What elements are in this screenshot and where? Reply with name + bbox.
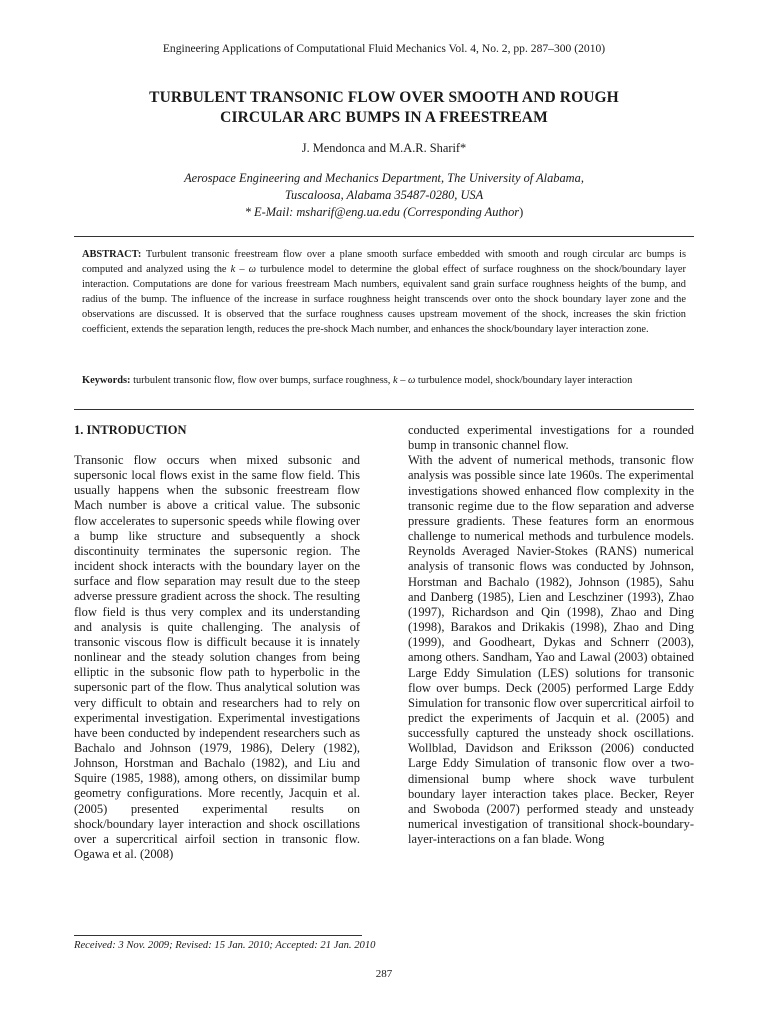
abstract-text-1: Turbulent transonic freestream flow over a plane smooth surface embedded with smooth and rough circular arc bumps is computed and analyzed using the: [82, 249, 686, 275]
keywords-math: k – ω: [392, 375, 416, 386]
authors: J. Mendonca and M.A.R. Sharif*: [301, 141, 467, 155]
email-role: Corresponding Author: [407, 205, 520, 219]
intro-paragraph-right-2: With the advent of numerical methods, transonic flow analysis was possible since late 1960s. The experimental investigations showed enhanced flow complexity in the transonic regime due to the flow separation and adverse pressure gradients. These features form an enormous challenge to numerical methods and turbulence models. Reynolds Averaged Navier-Stokes (RANS) numerical analysis of transonic flows was conducted by Johnson, Horstman and Bachalo (1982), Johnson (1985), Sahu and Danberg (1985), Lien and Leschziner (1993), Zhao (1997), Richardson and Qin (1998), Zhao and Ding (1998), Barakos and Drikakis (1998), Zhao and Ding (1999), and Goodheart, Dykas and Schnerr (2003), among others. Sandham, Yao and Lawal (2003) obtained Large Eddy Simulation (LES) solutions for transonic flow over bumps. Deck (2005) performed Large Eddy Simulation for transonic flow over supercritical airfoil to predict the experiments of Jacquin et al. (2005) and successfully captured the unsteady shock oscillations. Wollblad, Davidson and Eriksson (2006) conducted Large Eddy Simulation of transonic flow over a two-dimensional bump where shock wave turbulent boundary layer interaction takes place. Becker, Reyer and Swoboda (2007) performed steady and unsteady numerical investigation of transitional shock-boundary-layer-interactions on a fan blade. Wong: [408, 453, 694, 847]
email-line: [80, 204, 688, 221]
affiliation: [80, 170, 688, 221]
right-column: [408, 423, 694, 847]
journal-header: Engineering Applications of Computational Fluid Mechanics Vol. 4, No. 2, pp. 287–300 (2010): [162, 42, 606, 55]
page-number: 287: [375, 968, 393, 980]
affiliation-line-1: Aerospace Engineering and Mechanics Department, The University of Alabama,: [184, 171, 584, 185]
keywords-text-2: turbulence model, shock/boundary layer interaction: [415, 375, 633, 386]
received-dates: Received: 3 Nov. 2009; Revised: 15 Jan. 2010; Accepted: 21 Jan. 2010: [74, 940, 376, 951]
keywords-label: Keywords:: [82, 375, 131, 386]
keywords-text-1: turbulent transonic flow, flow over bumps, surface roughness,: [130, 375, 393, 386]
abstract-text-2: turbulence model to determine the global effect of surface roughness on the shock/boundary layer interaction. Computations are done for various freestream Mach numbers, equivalent sand grain surface roughness heights of the bump, and radius of the bump. The influence of the increase in surface roughness height transcends over onto the shock boundary layer zone and the observations are discussed. It is observed that the surface roughness causes upstream movement of the shock, increases the skin friction coefficient, extends the separation length, reduces the pre-shock Mach number, and enhances the shock/boundary layer interaction zone.: [82, 263, 686, 335]
paper-title: [60, 88, 708, 128]
email-prefix: * E-Mail: msharif@eng.ua.edu (: [244, 205, 408, 219]
left-column: [74, 423, 360, 862]
title-line-2: CIRCULAR ARC BUMPS IN A FREESTREAM: [220, 109, 548, 126]
keywords: [82, 374, 686, 389]
title-line-1: TURBULENT TRANSONIC FLOW OVER SMOOTH AND ROUGH: [149, 89, 619, 106]
email-suffix: ): [519, 205, 524, 219]
affiliation-line-2: Tuscaloosa, Alabama 35487-0280, USA: [284, 188, 484, 202]
abstract-bottom-rule: [74, 409, 694, 410]
abstract: [82, 248, 686, 337]
abstract-label: ABSTRACT:: [82, 249, 142, 260]
abstract-top-rule: [74, 236, 694, 237]
abstract-math: k – ω: [230, 263, 256, 275]
intro-paragraph-right-1: conducted experimental investigations for a rounded bump in transonic channel flow.: [408, 423, 694, 453]
intro-paragraph-left: Transonic flow occurs when mixed subsonic and supersonic local flows exist in the same flow field. This usually happens when the subsonic freestream flow Mach number is above a critical value. The subsonic flow accelerates to supersonic speeds while flowing over a bump like structure and subsequently a shock discontinuity terminates the supersonic region. The incident shock interacts with the boundary layer on the surface and flow separation may result due to the steep adverse pressure gradient across the shock. The resulting flow field is thus very complex and its understanding and analysis is quite challenging. The analysis of transonic viscous flow is difficult because it is innately nonlinear and the steady solution changes from being elliptic in the subsonic flow path to hyperbolic in the supersonic part of the flow. Thus analytical solution was very difficult to obtain and researchers had to rely on experimental investigation. Experimental investigations have been conducted by independent researchers such as Bachalo and Johnson (1979, 1986), Delery (1982), Johnson, Horstman and Bachalo (1982), and Liu and Squire (1985, 1988), among others, on dissimilar bump geometry configurations. More recently, Jacquin et al. (2005) presented experimental results on shock/boundary layer interaction and shock oscillations over a supercritical airfoil section in transonic flow. Ogawa et al. (2008): [74, 453, 360, 862]
footnote-rule: [74, 935, 362, 936]
section-heading: 1. INTRODUCTION: [74, 423, 187, 437]
